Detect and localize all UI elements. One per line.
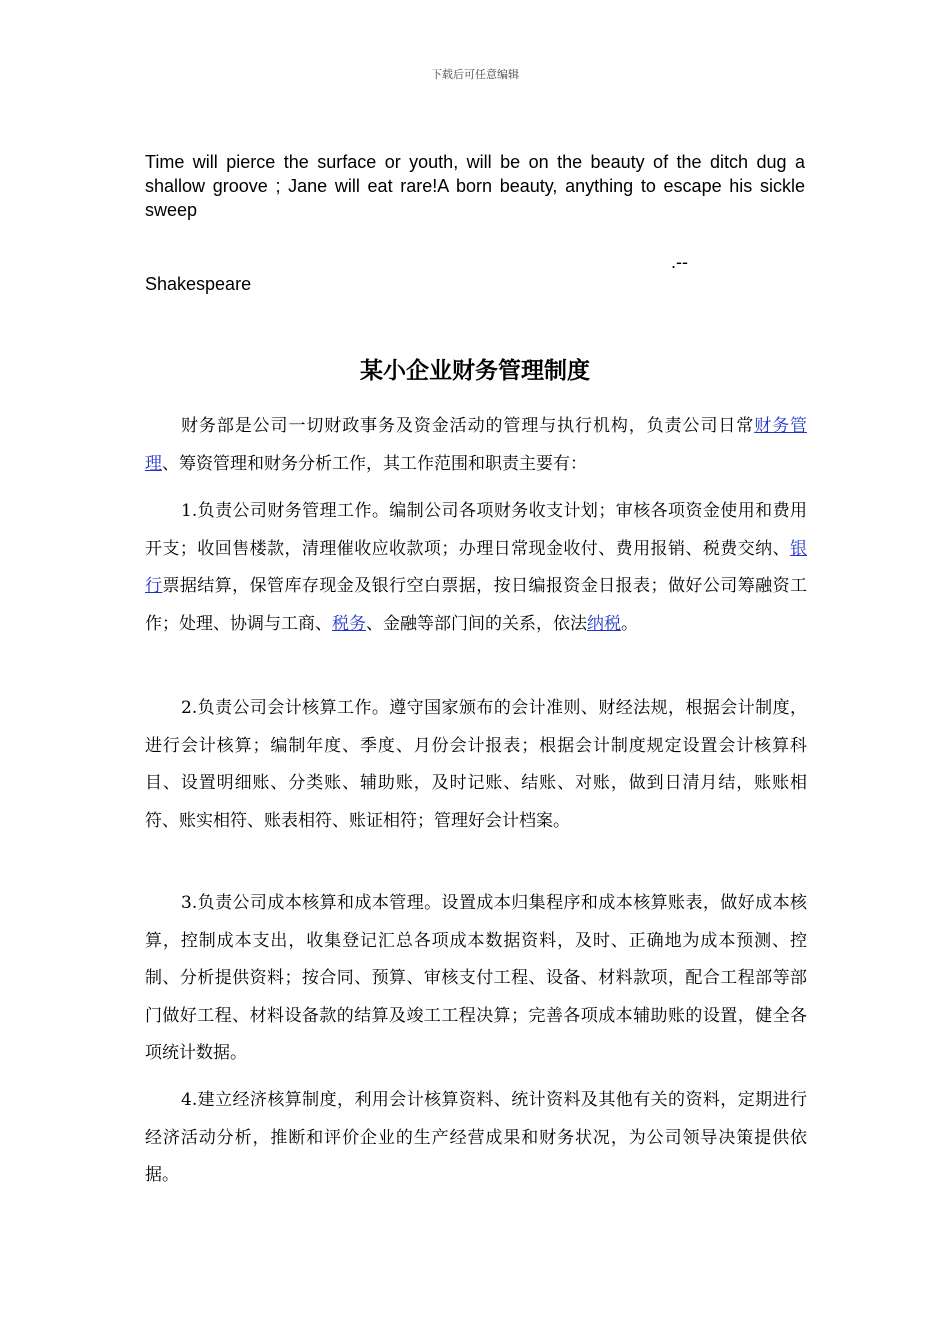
quote-dash: .--: [671, 252, 688, 272]
quote-author: Shakespeare: [145, 274, 252, 294]
link-taxation[interactable]: 税务: [332, 613, 366, 634]
link-pay-tax[interactable]: 纳税: [587, 613, 621, 634]
document-title: 某小企业财务管理制度: [360, 358, 590, 384]
item-1-paragraph: [145, 493, 807, 643]
item-1-text-3: 、金融等部门间的关系，依法: [366, 613, 587, 634]
link-bank[interactable]: 银行: [145, 538, 807, 596]
item-3-paragraph: 3.负责公司成本核算和成本管理。设置成本归集程序和成本核算账表，做好成本核算，控制成本支出，收集登记汇总各项成本数据资料，及时、正确地为成本预测、控制、分析提供资料；按合同、预算、审核支付工程、设备、材料款项，配合工程部等部门做好工程、材料设备款的结算及竣工工程决算；完善各项成本辅助账的设置，健全各项统计数据。: [145, 893, 807, 1063]
link-financial-management[interactable]: 财务管理: [145, 416, 808, 474]
header-note: 下载后可任意编辑: [431, 68, 519, 81]
intro-text-2: 、筹资管理和财务分析工作，其工作范围和职责主要有：: [162, 453, 587, 474]
quote-text: Time will pierce the surface or youth, will be on the beauty of the ditch dug a shallow groove ; Jane will eat rare!A born beauty, anything to escape his sickle sweep: [145, 152, 805, 220]
item-2-paragraph: 2.负责公司会计核算工作。遵守国家颁布的会计准则、财经法规，根据会计制度，进行会计核算；编制年度、季度、月份会计报表；根据会计制度规定设置会计核算科目、设置明细账、分类账、辅助账，及时记账、结账、对账，做到日清月结，账账相符、账实相符、账表相符、账证相符；管理好会计档案。: [145, 698, 807, 831]
item-1-text-4: 。: [621, 613, 638, 634]
item-1-text-1: 1.负责公司财务管理工作。编制公司各项财务收支计划；审核各项资金使用和费用开支；收回售楼款，清理催收应收款项；办理日常现金收付、费用报销、税费交纳、: [145, 501, 807, 559]
item-4-paragraph: 4.建立经济核算制度，利用会计核算资料、统计资料及其他有关的资料，定期进行经济活动分析，推断和评价企业的生产经营成果和财务状况，为公司领导决策提供依据。: [145, 1090, 807, 1185]
intro-text-1: 财务部是公司一切财政事务及资金活动的管理与执行机构，负责公司日常: [181, 416, 755, 436]
item-1-text-2: 票据结算，保管库存现金及银行空白票据，按日编报资金日报表；做好公司筹融资工作；处理、协调与工商、: [145, 576, 808, 634]
intro-paragraph: [145, 408, 807, 483]
